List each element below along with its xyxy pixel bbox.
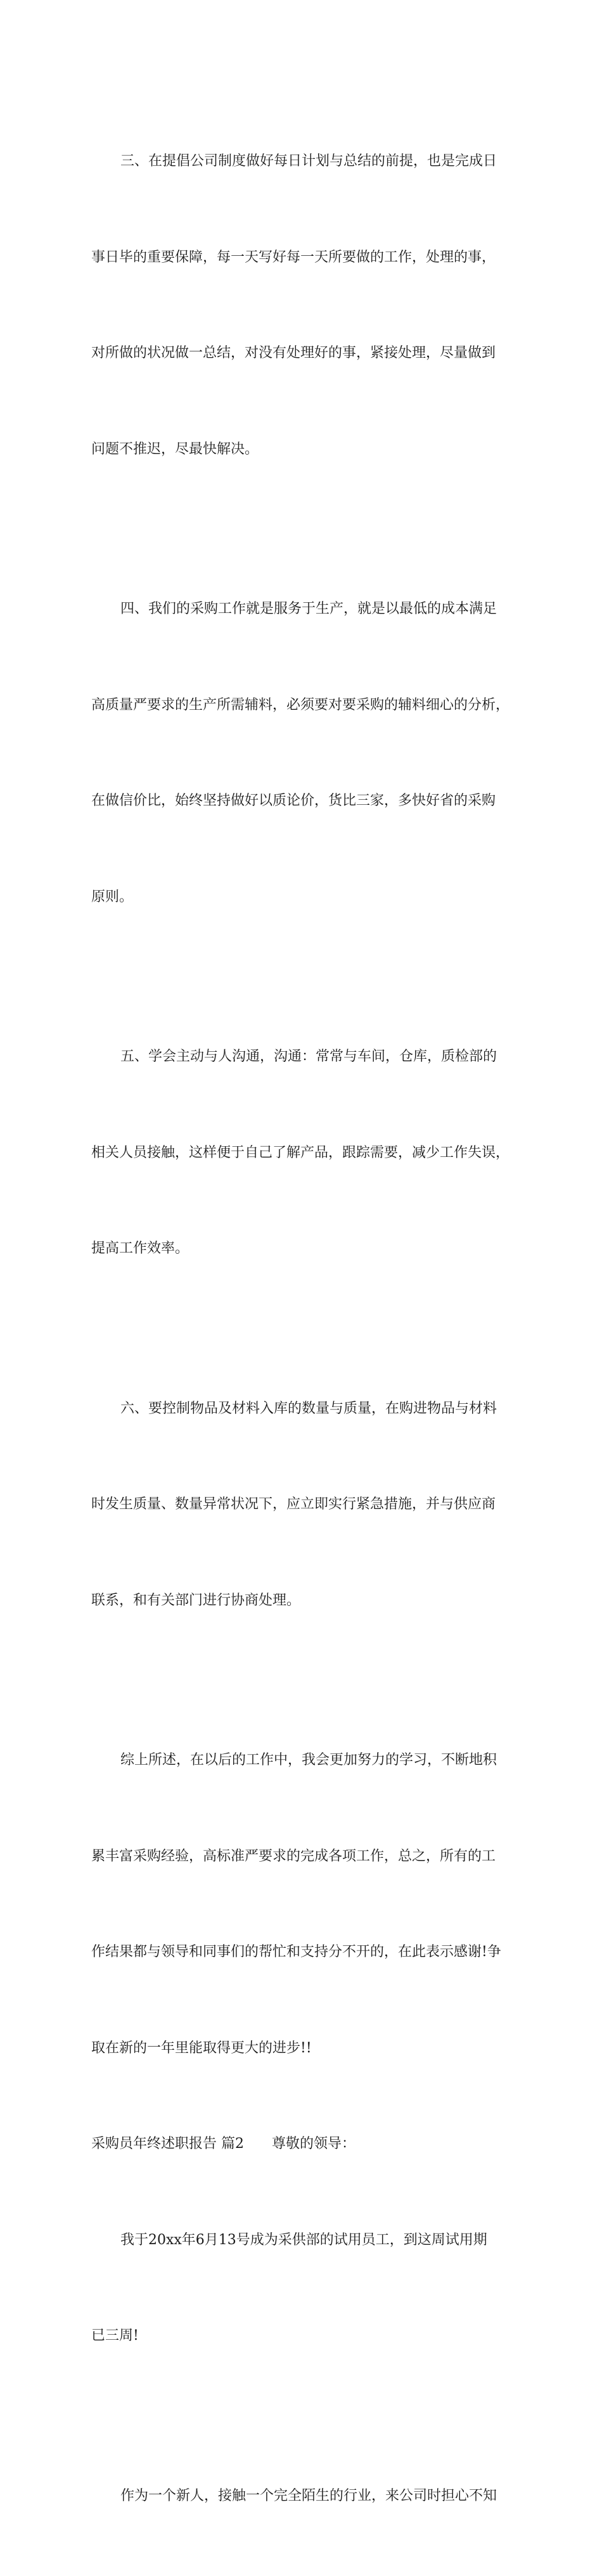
text-line: 在做信价比，始终坚持做好以质论价，货比三家，多快好省的采购: [91, 785, 522, 818]
paragraph-6: [91, 1329, 522, 1681]
text-line: 提高工作效率。: [91, 1233, 522, 1265]
text-line: 原则。: [91, 881, 522, 914]
section-heading: 采购员年终述职报告 篇2 尊敬的领导：: [91, 2128, 522, 2161]
paragraph-5: [91, 977, 522, 1329]
text-line: 相关人员接触，这样便于自己了解产品，跟踪需要，减少工作失误，: [91, 1137, 522, 1170]
text-line: 六、要控制物品及材料入库的数量与质量，在购进物品与材料: [91, 1393, 522, 1425]
text-line: 综上所述，在以后的工作中，我会更加努力的学习，不断地积: [91, 1745, 522, 1777]
text-line: 四、我们的采购工作就是服务于生产，就是以最低的成本满足: [91, 593, 522, 626]
text-line: 五、学会主动与人沟通，沟通：常常与车间，仓库，质检部的: [91, 1041, 522, 1073]
text-line: 已三周!: [91, 2320, 522, 2352]
text-line: 联系，和有关部门进行协商处理。: [91, 1585, 522, 1617]
document-page: [0, 0, 602, 851]
paragraph-4: [91, 529, 522, 977]
text-line: 问题不推迟，尽最快解决。: [91, 434, 522, 466]
text-line: 时发生质量、数量异常状况下，应立即实行紧急措施，并与供应商: [91, 1489, 522, 1521]
text-line: 三、在提倡公司制度做好每日计划与总结的前提，也是完成日: [91, 146, 522, 178]
text-line: 事日毕的重要保障，每一天写好每一天所要做的工作，处理的事，: [91, 242, 522, 274]
text-line: 对所做的状况做一总结，对没有处理好的事，紧接处理，尽量做到: [91, 338, 522, 370]
text-line: 高质量严要求的生产所需辅料，必须要对要采购的辅料细心的分析，: [91, 690, 522, 722]
paragraph-intro: [91, 2161, 522, 2416]
paragraph-newcomer: [91, 2416, 522, 2576]
paragraph-3: [91, 82, 522, 529]
text-line: 作为一个新人，接触一个完全陌生的行业，来公司时担心不知: [91, 2480, 522, 2513]
text-line: 作结果都与领导和同事们的帮忙和支持分不开的，在此表示感谢!争: [91, 1936, 522, 1969]
text-line: 我于20xx年6月13号成为采供部的试用员工，到这周试用期: [91, 2225, 522, 2257]
text-line: 取在新的一年里能取得更大的进步!!: [91, 2033, 522, 2065]
paragraph-summary: [91, 1681, 522, 2128]
document-body: [91, 82, 522, 2576]
text-line: 累丰富采购经验，高标准严要求的完成各项工作，总之，所有的工: [91, 1841, 522, 1873]
